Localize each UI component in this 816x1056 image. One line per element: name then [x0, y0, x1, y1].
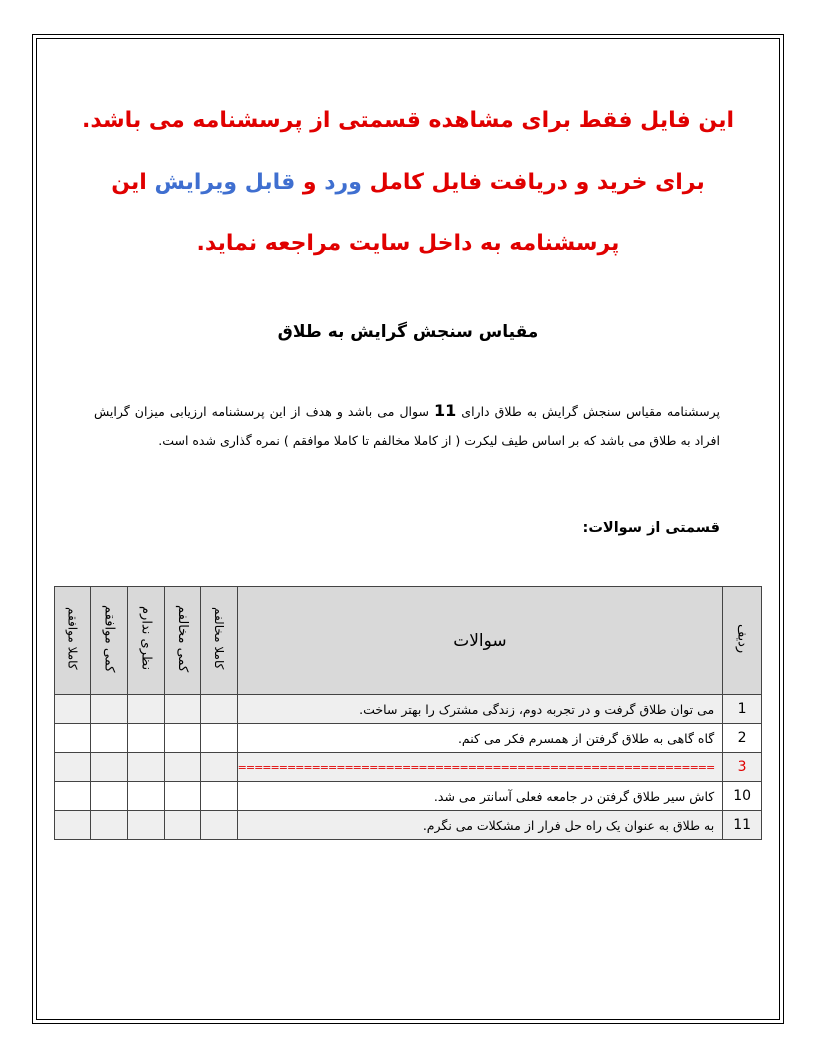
- answer-cell[interactable]: [55, 782, 91, 811]
- notice-and: و: [295, 170, 325, 195]
- row-number: 3: [723, 753, 762, 782]
- answer-cell[interactable]: [164, 753, 201, 782]
- answer-cell[interactable]: [201, 811, 237, 840]
- answer-cell[interactable]: [164, 811, 201, 840]
- answer-cell[interactable]: [128, 695, 165, 724]
- notice-word-label: ورد: [324, 170, 362, 195]
- option-label: نظری ندارم: [138, 606, 154, 671]
- option-label: کاملا موافقم: [65, 607, 80, 670]
- answer-cell[interactable]: [128, 724, 165, 753]
- document-title: مقیاس سنجش گرایش به طلاق: [277, 322, 539, 342]
- table-row: [55, 782, 762, 811]
- question-text: به طلاق به عنوان یک راه حل فرار از مشکلات می نگرم.: [237, 811, 723, 840]
- questions-header: سوالات: [237, 587, 723, 695]
- omitted-questions-separator: ==========================================================: [237, 753, 723, 782]
- answer-cell[interactable]: [91, 695, 128, 724]
- row-number: 2: [723, 724, 762, 753]
- option-label: کاملا مخالفم: [211, 607, 226, 670]
- option-header-no-opinion: [128, 587, 165, 695]
- option-label: کمی موافقم: [101, 604, 117, 673]
- answer-cell[interactable]: [164, 724, 201, 753]
- notice-line-2-start: برای خرید و دریافت فایل کامل: [361, 170, 705, 195]
- notice-line-2: [60, 170, 756, 195]
- table-row: [55, 724, 762, 753]
- row-number: 1: [723, 695, 762, 724]
- option-header-somewhat-agree: [91, 587, 128, 695]
- row-number: 10: [723, 782, 762, 811]
- answer-cell[interactable]: [128, 811, 165, 840]
- questionnaire-table: [54, 586, 762, 840]
- answer-cell[interactable]: [91, 811, 128, 840]
- table-row: [55, 753, 762, 782]
- answer-cell[interactable]: [91, 782, 128, 811]
- row-number-header: [723, 587, 762, 695]
- intro-paragraph: [94, 396, 720, 455]
- answer-cell[interactable]: [128, 782, 165, 811]
- intro-question-count: 11: [433, 401, 457, 420]
- answer-cell[interactable]: [55, 724, 91, 753]
- question-text: کاش سیر طلاق گرفتن در جامعه فعلی آسانتر می شد.: [237, 782, 723, 811]
- question-text: گاه گاهی به طلاق گرفتن از همسرم فکر می کنم.: [237, 724, 723, 753]
- table-row: [55, 811, 762, 840]
- answer-cell[interactable]: [201, 695, 237, 724]
- answer-cell[interactable]: [164, 695, 201, 724]
- notice-line-2-end: این: [111, 170, 155, 195]
- table-row: [55, 695, 762, 724]
- answer-cell[interactable]: [201, 782, 237, 811]
- option-header-strongly-agree: [55, 587, 91, 695]
- row-number: 11: [723, 811, 762, 840]
- question-text: می توان طلاق گرفت و در تجربه دوم، زندگی مشترک را بهتر ساخت.: [237, 695, 723, 724]
- answer-cell[interactable]: [201, 724, 237, 753]
- option-header-somewhat-disagree: [164, 587, 201, 695]
- option-header-strongly-disagree: [201, 587, 237, 695]
- row-number-header-label: ردیف: [734, 623, 750, 654]
- answer-cell[interactable]: [91, 753, 128, 782]
- intro-text-end: سوال می باشد و هدف از این پرسشنامه ارزیابی میزان گرایش افراد به طلاق می باشد که بر اساس طیف لیکرت ( از کاملا مخالفم تا کاملا موافقم ) نمره گذاری شده است.: [94, 404, 720, 448]
- notice-line-1: این فایل فقط برای مشاهده قسمتی از پرسشنامه می باشد.: [81, 108, 735, 133]
- answer-cell[interactable]: [164, 782, 201, 811]
- answer-cell[interactable]: [55, 695, 91, 724]
- answer-cell[interactable]: [55, 753, 91, 782]
- answer-cell[interactable]: [128, 753, 165, 782]
- table-header-row: [55, 587, 762, 695]
- answer-cell[interactable]: [201, 753, 237, 782]
- option-label: کمی مخالفم: [174, 604, 190, 673]
- intro-text-start: پرسشنامه مقیاس سنجش گرایش به طلاق دارای: [456, 404, 720, 419]
- notice-line-3: پرسشنامه به داخل سایت مراجعه نماید.: [196, 231, 620, 256]
- section-heading: قسمتی از سوالات:: [582, 520, 720, 536]
- answer-cell[interactable]: [91, 724, 128, 753]
- answer-cell[interactable]: [55, 811, 91, 840]
- notice-editable-label: قابل ویرایش: [154, 170, 296, 195]
